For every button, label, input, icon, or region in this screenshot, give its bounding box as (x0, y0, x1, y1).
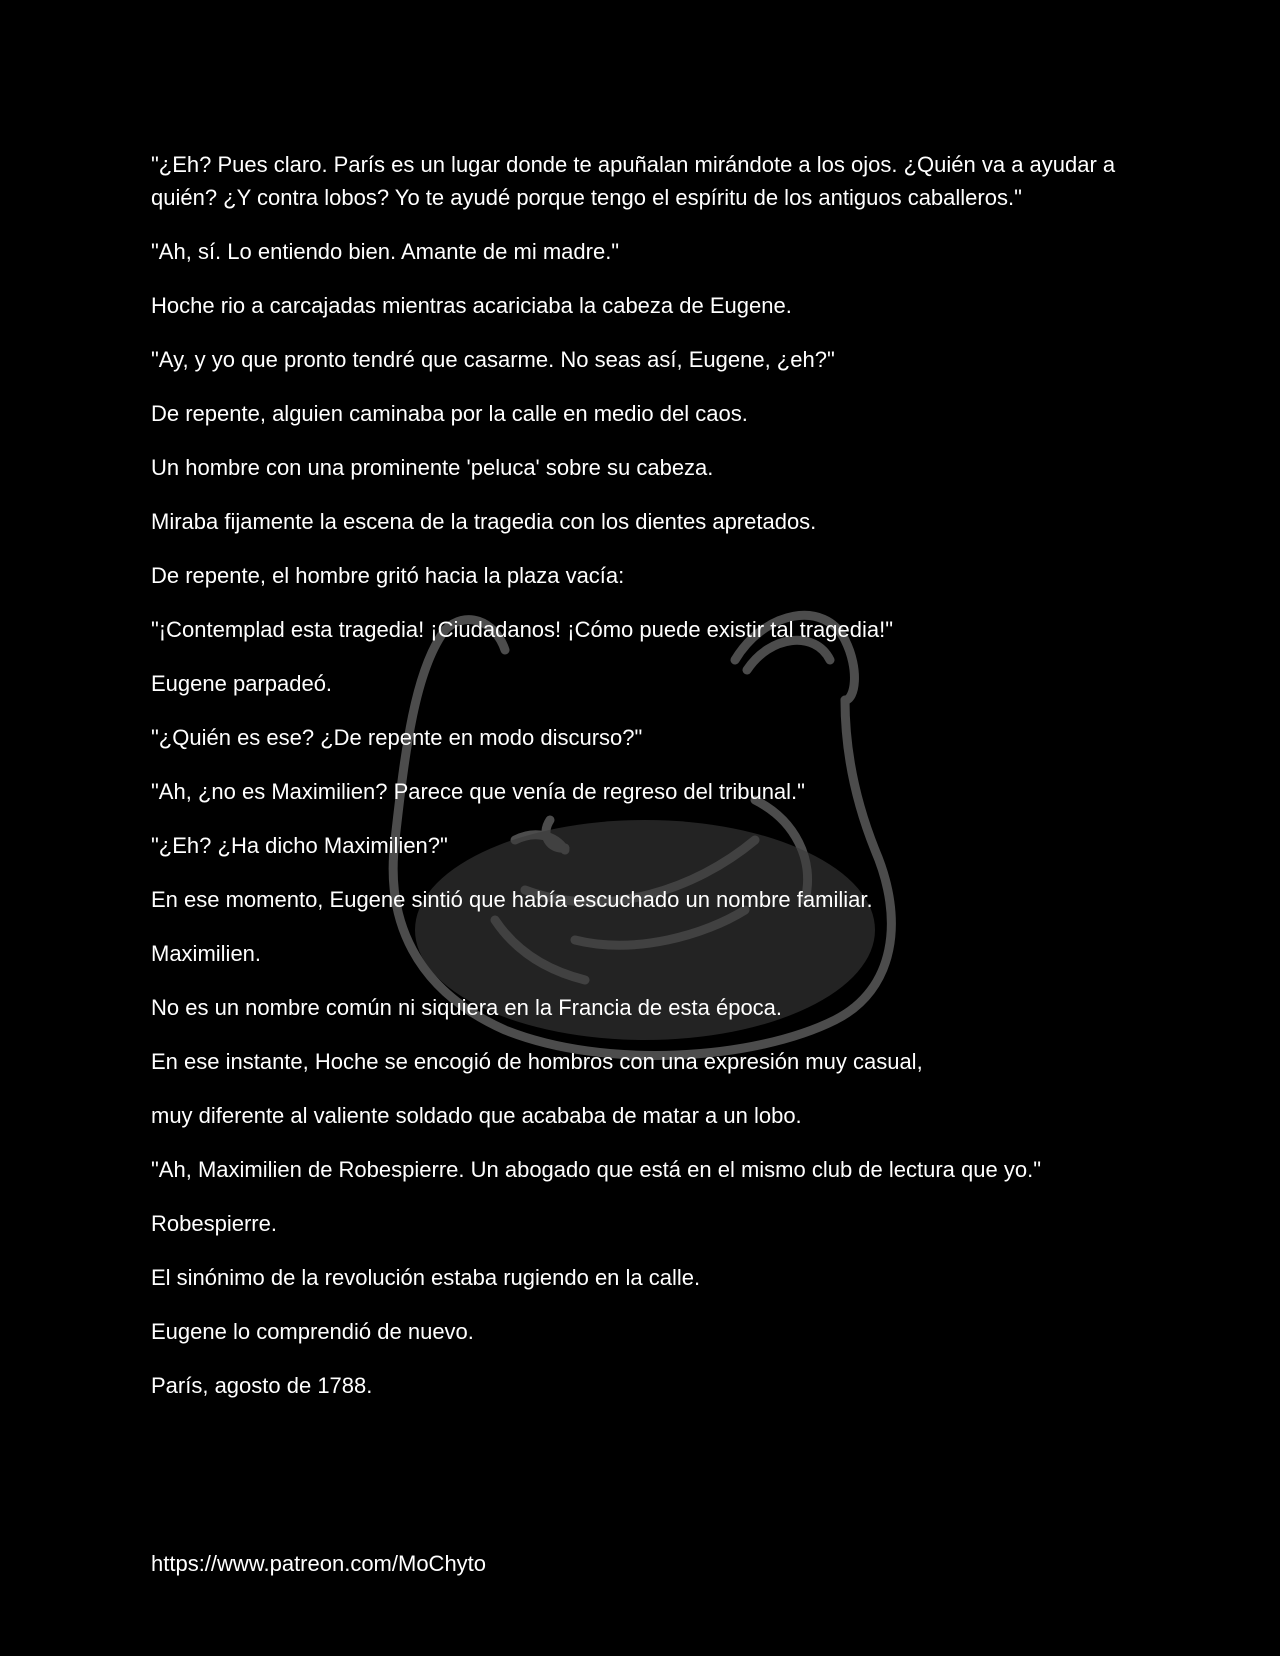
paragraph: Hoche rio a carcajadas mientras acariciaba la cabeza de Eugene. (151, 293, 792, 318)
paragraph: muy diferente al valiente soldado que acababa de matar a un lobo. (151, 1103, 802, 1128)
patreon-link[interactable]: https://www.patreon.com/MoChyto (151, 1551, 487, 1576)
paragraph: En ese instante, Hoche se encogió de hombros con una expresión muy casual, (151, 1049, 923, 1074)
paragraph: "¿Quién es ese? ¿De repente en modo discurso?" (151, 725, 643, 750)
story-text (151, 148, 1136, 1423)
paragraph: Eugene parpadeó. (151, 671, 333, 696)
paragraph: "¡Contemplad esta tragedia! ¡Ciudadanos! ¡Cómo puede existir tal tragedia!" (151, 617, 894, 642)
paragraph: En ese momento, Eugene sintió que había escuchado un nombre familiar. (151, 887, 873, 912)
paragraph: De repente, alguien caminaba por la calle en medio del caos. (151, 401, 748, 426)
paragraph: Maximilien. (151, 941, 262, 966)
paragraph: Eugene lo comprendió de nuevo. (151, 1319, 474, 1344)
paragraph: No es un nombre común ni siquiera en la Francia de esta época. (151, 995, 783, 1020)
paragraph: "¿Eh? Pues claro. París es un lugar donde te apuñalan mirándote a los ojos. ¿Quién va a ayudar a quién? ¿Y contra lobos? Yo te ayudé porque tengo el espíritu de los antiguos caballeros." (151, 152, 1116, 210)
paragraph: Robespierre. (151, 1211, 277, 1236)
paragraph: "Ah, Maximilien de Robespierre. Un abogado que está en el mismo club de lectura que yo." (151, 1157, 1042, 1182)
paragraph: "Ah, sí. Lo entiendo bien. Amante de mi madre." (151, 239, 620, 264)
paragraph: Un hombre con una prominente 'peluca' sobre su cabeza. (151, 455, 714, 480)
paragraph: "Ah, ¿no es Maximilien? Parece que venía de regreso del tribunal." (151, 779, 805, 804)
paragraph: "¿Eh? ¿Ha dicho Maximilien?" (151, 833, 448, 858)
paragraph: El sinónimo de la revolución estaba rugiendo en la calle. (151, 1265, 701, 1290)
paragraph: Miraba fijamente la escena de la tragedia con los dientes apretados. (151, 509, 817, 534)
paragraph: "Ay, y yo que pronto tendré que casarme. No seas así, Eugene, ¿eh?" (151, 347, 835, 372)
paragraph: De repente, el hombre gritó hacia la plaza vacía: (151, 563, 625, 588)
paragraph: París, agosto de 1788. (151, 1373, 373, 1398)
